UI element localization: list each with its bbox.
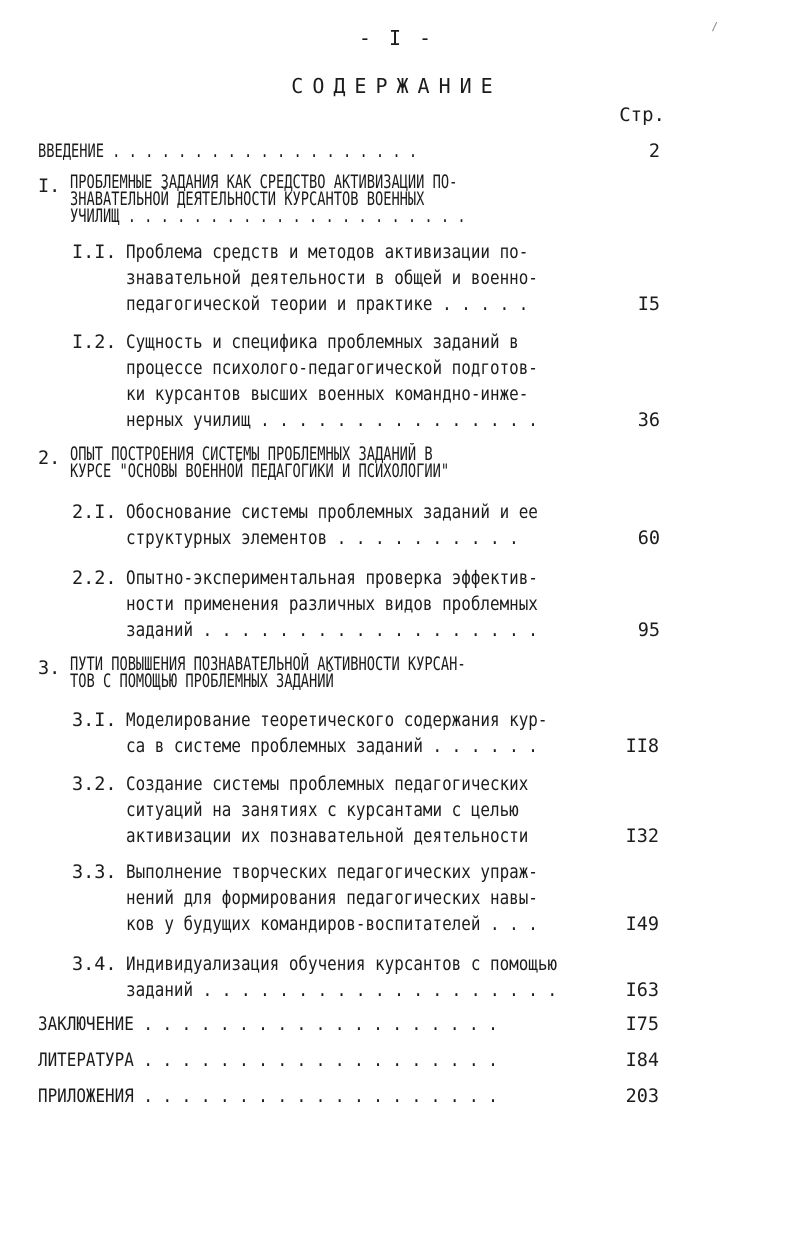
toc-line: заданий . . . . . . . . . . . . . . . . . . . xyxy=(126,980,558,1001)
page-title: СОДЕРЖАНИЕ xyxy=(291,74,502,98)
toc-line: ПРОБЛЕМНЫЕ ЗАДАНИЯ КАК СРЕДСТВО АКТИВИЗАЦИИ ПО- xyxy=(70,172,458,193)
subsection-number: 2.2. xyxy=(72,568,117,589)
toc-entry-page: II8 xyxy=(625,736,659,757)
toc-line: ТОВ С ПОМОЩЬЮ ПРОБЛЕМНЫХ ЗАДАНИЙ xyxy=(70,671,334,692)
toc-entry-page: I75 xyxy=(625,1014,659,1035)
toc-entry-page: 36 xyxy=(637,410,660,431)
toc-line: ков у будущих командиров-воспитателей . . . xyxy=(126,914,538,935)
section-number: 3. xyxy=(38,658,61,679)
toc-line: знавательной деятельности в общей и военно- xyxy=(126,268,538,289)
page-number: - I - xyxy=(358,26,435,50)
toc-line: ЗНАВАТЕЛЬНОЙ ДЕЯТЕЛЬНОСТИ КУРСАНТОВ ВОЕННЫХ xyxy=(70,189,425,210)
toc-line: нерных училищ . . . . . . . . . . . . . . . xyxy=(126,410,538,431)
toc-line: процессе психолого-педагогической подготов- xyxy=(126,358,538,379)
toc-line: заданий . . . . . . . . . . . . . . . . . . xyxy=(126,620,538,641)
toc-line: КУРСЕ "ОСНОВЫ ВОЕННОЙ ПЕДАГОГИКИ И ПСИХОЛОГИИ" xyxy=(70,461,450,482)
toc-line: ности применения различных видов проблемных xyxy=(126,594,538,615)
toc-line: ПУТИ ПОВЫШЕНИЯ ПОЗНАВАТЕЛЬНОЙ АКТИВНОСТИ КУРСАН- xyxy=(70,654,466,675)
subsection-number: 3.4. xyxy=(72,954,117,975)
toc-entry-page: I32 xyxy=(625,826,659,847)
subsection-number: 2.I. xyxy=(72,502,117,523)
subsection-number: I.I. xyxy=(72,242,117,263)
toc-entry-page: I63 xyxy=(625,980,659,1001)
toc-line: ситуаций на занятиях с курсантами с целью xyxy=(126,800,519,821)
toc-line: Выполнение творческих педагогических упраж- xyxy=(126,862,538,883)
toc-entry-page: 2 xyxy=(648,141,660,162)
toc-entry-page: 95 xyxy=(637,620,660,641)
toc-line: ОПЫТ ПОСТРОЕНИЯ СИСТЕМЫ ПРОБЛЕМНЫХ ЗАДАНИЙ В xyxy=(70,444,433,465)
subsection-number: 3.3. xyxy=(72,862,117,883)
page-column-label: Стр. xyxy=(619,104,665,126)
toc-entry-page: 203 xyxy=(625,1086,659,1107)
toc-line: ки курсантов высших военных командно-инже- xyxy=(126,384,529,405)
toc-line: Моделирование теоретического содержания кур- xyxy=(126,710,548,731)
toc-line: Индивидуализация обучения курсантов с помощью xyxy=(126,954,558,975)
subsection-number: 3.2. xyxy=(72,774,117,795)
toc-line: Сущность и специфика проблемных заданий в xyxy=(126,332,519,353)
subsection-number: 3.I. xyxy=(72,710,117,731)
toc-line: структурных элементов . . . . . . . . . . xyxy=(126,528,519,549)
toc-line: педагогической теории и практике . . . . . xyxy=(126,294,529,315)
toc-line: нений для формирования педагогических навы- xyxy=(126,888,538,909)
toc-entry-page: I84 xyxy=(625,1050,659,1071)
section-number: 2. xyxy=(38,448,61,469)
section-number: I. xyxy=(38,176,61,197)
toc-line: Опытно-экспериментальная проверка эффектив- xyxy=(126,568,538,589)
toc-entry-text: ЗАКЛЮЧЕНИЕ . . . . . . . . . . . . . . . . . . . xyxy=(38,1014,498,1035)
toc-line: активизации их познавательной деятельности xyxy=(126,826,529,847)
toc-entry-page: 60 xyxy=(637,528,660,549)
toc-line: УЧИЛИЩ . . . . . . . . . . . . . . . . . . . . . xyxy=(70,206,466,227)
subsection-number: I.2. xyxy=(72,332,117,353)
toc-entry-text: ЛИТЕРАТУРА . . . . . . . . . . . . . . . . . . . xyxy=(38,1050,498,1071)
toc-line: са в системе проблемных заданий . . . . . . xyxy=(126,736,538,757)
toc-line: Обоснование системы проблемных заданий и ее xyxy=(126,502,538,523)
toc-line: Создание системы проблемных педагогических xyxy=(126,774,529,795)
toc-line: Проблема средств и методов активизации по- xyxy=(126,242,529,263)
toc-entry-text: ВВЕДЕНИЕ . . . . . . . . . . . . . . . . . . . xyxy=(38,141,418,162)
toc-entry-text: ПРИЛОЖЕНИЯ . . . . . . . . . . . . . . . . . . . xyxy=(38,1086,498,1107)
toc-entry-page: I49 xyxy=(625,914,659,935)
toc-entry-page: I5 xyxy=(637,294,660,315)
